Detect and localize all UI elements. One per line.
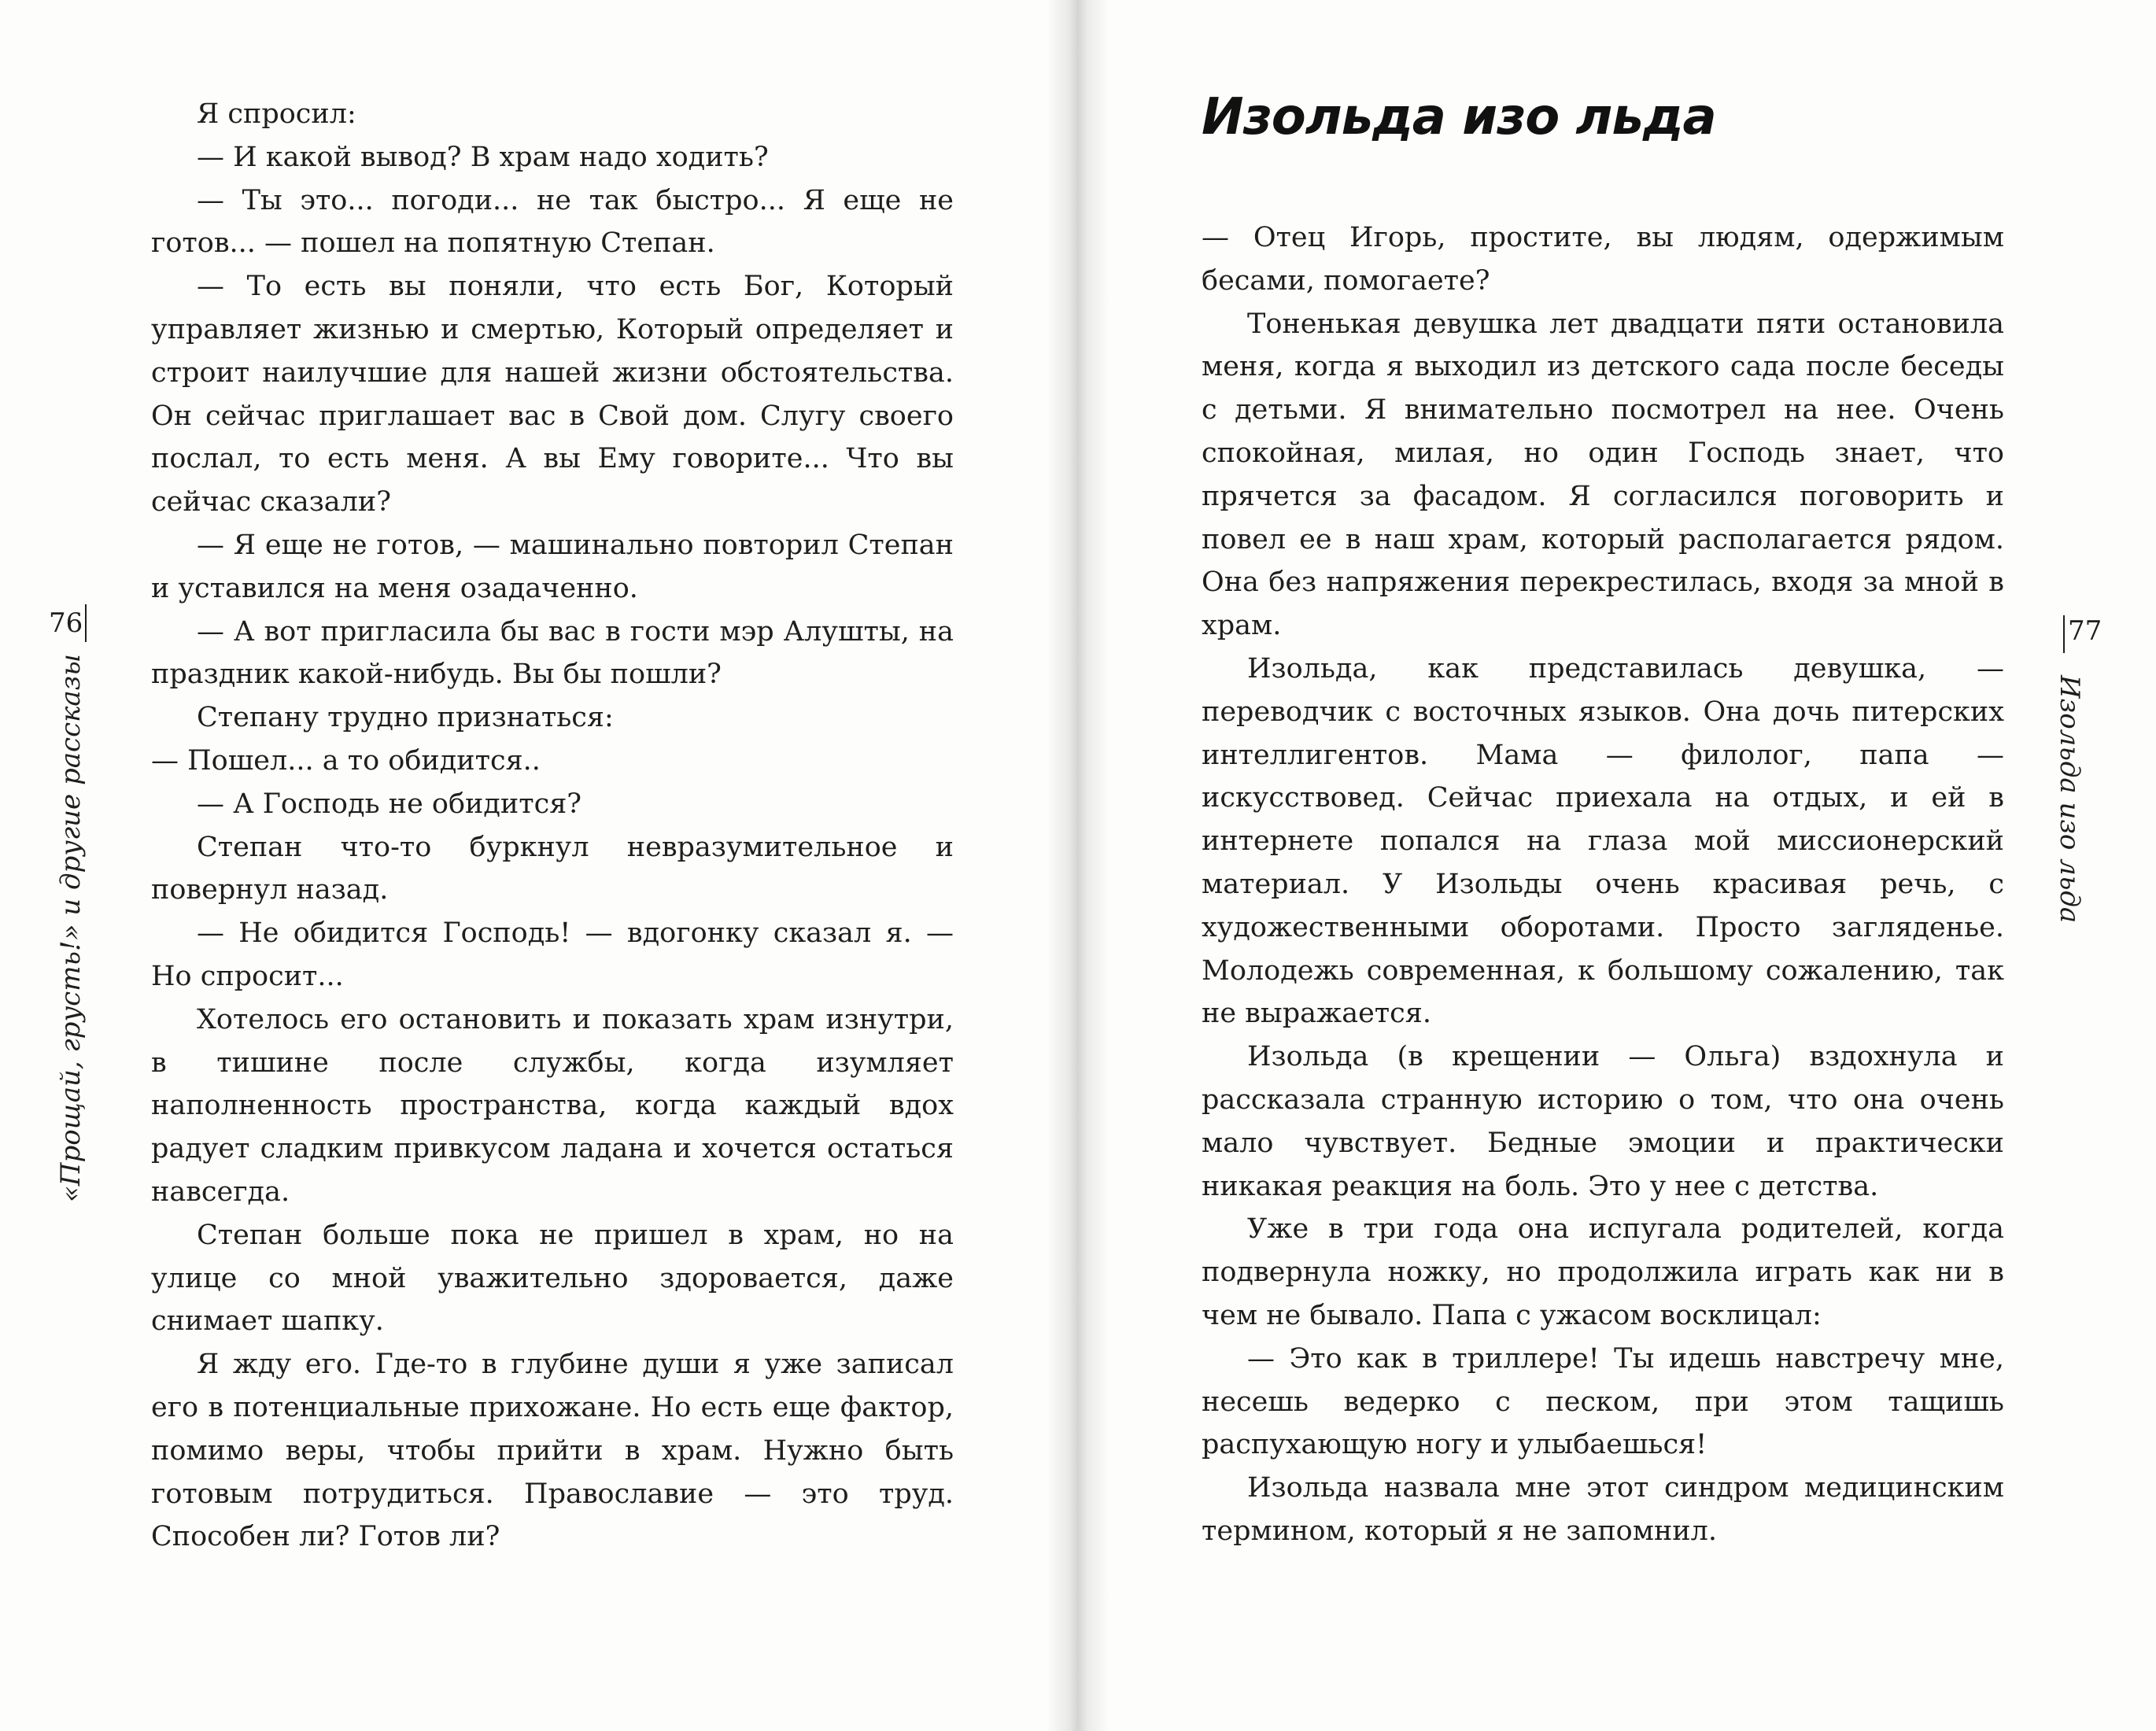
paragraph: Изольда назвала мне этот синдром медицинским термином, который я не запомнил. [1202, 1472, 2004, 1547]
right-page [1102, 0, 2156, 1731]
paragraph: — Я еще не готов, — машинально повторил Степан и уставился на меня озадаченно. [151, 529, 954, 604]
paragraph: Степан что-то буркнул невразумительное и повернул назад. [151, 831, 954, 906]
paragraph: — А вот пригласила бы вас в гости мэр Алушты, на праздник какой-нибудь. Вы бы пошли? [151, 615, 954, 691]
paragraph: — Ты это... погоди... не так быстро... Я еще не готов... — пошел на попятную Степан. [151, 184, 954, 260]
paragraph: Тоненькая девушка лет двадцати пяти остановила меня, когда я выходил из детского сада после беседы с детьми. Я внимательно посмотрел на нее. Очень спокойная, милая, но один Господь знает, что прячется за фасадом. Я согласился поговорить и повел ее в наш храм, который располагается рядом. Она без напряжения перекрестилась, входя за мной в храм. [1202, 308, 2004, 642]
paragraph: — То есть вы поняли, что есть Бог, Который управляет жизнью и смертью, Который определяет и строит наилучшие для нашей жизни обстоятельства. Он сейчас приглашает вас в Свой дом. Слугу своего послал, то есть меня. А вы Ему говорите... Что вы сейчас сказали? [151, 271, 954, 519]
right-page-number-rule [2063, 615, 2065, 653]
paragraph: — А Господь не обидится? [197, 788, 582, 820]
paragraph: Я спросил: [197, 98, 356, 130]
paragraph: Хотелось его остановить и показать храм изнутри, в тишине после службы, когда изумляет наполненность пространства, когда каждый вдох радует сладким привкусом ладана и хочется остаться навсегда. [151, 1003, 954, 1208]
left-running-head: «Прощай, грусть!» и другие рассказы [55, 654, 87, 1202]
left-page-number-rule [85, 604, 87, 642]
paragraph: — Отец Игорь, простите, вы людям, одержимым бесами, помогаете? [1202, 222, 2004, 297]
paragraph: — И какой вывод? В храм надо ходить? [197, 141, 769, 173]
right-page-body [1202, 216, 2004, 1553]
paragraph: Я жду его. Где-то в глубине души я уже записал его в потенциальные прихожане. Но есть еще фактор, помимо веры, чтобы прийти в храм. Нужно быть готовым потрудиться. Православие — это труд. Способен ли? Готов ли? [151, 1349, 954, 1553]
right-running-head: Изольда изо льда [2054, 675, 2085, 924]
paragraph: Степан больше пока не пришел в храм, но на улице со мной уважительно здоровается, даже снимает шапку. [151, 1219, 954, 1338]
paragraph: Степану трудно признаться: [197, 702, 614, 734]
paragraph: Изольда (в крещении — Ольга) вздохнула и рассказала странную историю о том, что она очень мало чувствует. Бедные эмоции и практически никакая реакция на боль. Это у нее с детства. [1202, 1041, 2004, 1202]
right-page-number: 77 [2068, 615, 2102, 647]
chapter-title: Изольда изо льда [1202, 88, 1716, 146]
left-page-body [151, 93, 954, 1559]
paragraph: — Это как в триллере! Ты идешь навстречу мне, несешь ведерко с песком, при этом тащишь распухающую ногу и улыбаешься! [1202, 1342, 2004, 1461]
paragraph: — Пошел... а то обидится.. [151, 744, 541, 777]
book-gutter [1047, 0, 1109, 1731]
paragraph: Изольда, как представилась девушка, — переводчик с восточных языков. Она дочь питерских интеллигентов. Мама — филолог, папа — искусствовед. Сейчас приехала на отдых, и ей в интернете попался на глаза мой миссионерский материал. У Изольды очень красивая речь, с художественными оборотами. Просто загляденье. Молодежь современная, к большому сожалению, так не выражается. [1202, 652, 2004, 1030]
paragraph: Уже в три года она испугала родителей, когда подвернула ножку, но продолжила играть как ни в чем не бывало. Папа с ужасом восклицал: [1202, 1213, 2004, 1331]
paragraph: — Не обидится Господь! — вдогонку сказал я. — Но спросит... [151, 917, 954, 992]
left-page-number: 76 [49, 607, 83, 639]
left-page [0, 0, 1054, 1731]
